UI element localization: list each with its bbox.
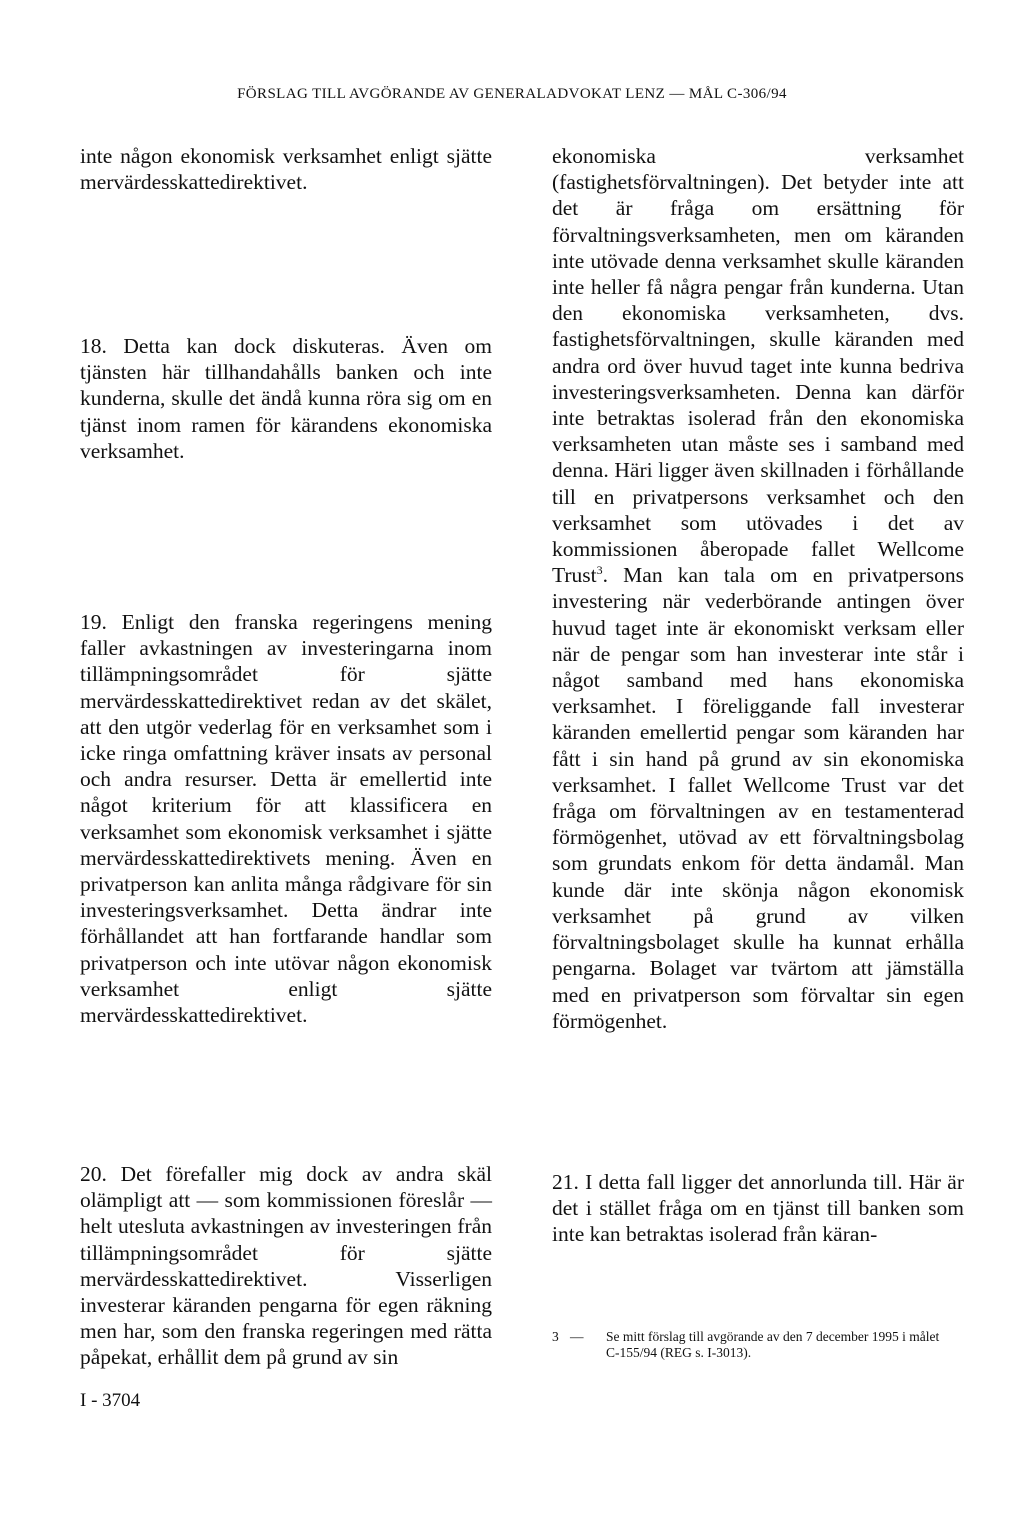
running-header: FÖRSLAG TILL AVGÖRANDE AV GENERALADVOKAT LENZ — MÅL C-306/94 bbox=[237, 86, 787, 102]
paragraph-21 bbox=[552, 1169, 964, 1248]
footnote-reference: 3 bbox=[596, 563, 603, 578]
paragraph-21-text: 21. I detta fall ligger det annorlunda till. Här är det i stället fråga om en tjänst till banken som inte kan betraktas isolerad från käran- bbox=[552, 1170, 964, 1247]
footnote bbox=[552, 1329, 992, 1361]
footnote-number: 3 bbox=[552, 1329, 559, 1344]
continuation-text-after: . Man kan tala om en privatpersons investering när vederbörande antingen över huvud taget inte är ekonomiskt verksam eller när de pengar som han investerar inte står i något samband med hans ekonomiska verksamhet. I föreliggande fall investerar käranden emellertid pengar som käranden har fått i sin hand på grund av sin ekonomiska verksamhet. I fallet Wellcome Trust var det fråga om förvaltningen av en testamenterad förmögenhet, utövad av ett förvaltningsbolag som grundats enkom för detta ändamål. Man kunde där inte skönja någon ekonomisk verksamhet på grund av vilken förvaltningsbolaget skulle ha kunnat erhålla pengarna. Bolaget var tvärtom att jämställa med en privatperson som förvaltar sin egen förmögenhet. bbox=[552, 563, 964, 1033]
right-continuation-paragraph bbox=[552, 143, 964, 1034]
page-number: I - 3704 bbox=[80, 1390, 141, 1411]
paragraph-20 bbox=[80, 1161, 492, 1371]
paragraph-20-text: 20. Det förefaller mig dock av andra skäl olämpligt att — som kommissionen föreslår — helt utesluta avkastningen av investeringen från tillämpningsområdet för sjätte mervärdesskattedirektivet. Visserligen investerar käranden pengarna för egen räkning men har, som den franska regeringen med rätta påpekat, erhållit dem på grund av sin bbox=[80, 1162, 492, 1370]
paragraph-18-text: 18. Detta kan dock diskuteras. Även om tjänsten här tillhandahålls banken och inte kunderna, skulle det ändå kunna röra sig om en tjänst inom ramen för kärandens ekonomiska verksamhet. bbox=[80, 334, 492, 463]
continuation-text-before: ekonomiska verksamhet (fastighetsförvaltningen). Det betyder inte att det är fråga om ersättning för förvaltningsverksamheten, men om käranden inte utövade denna verksamhet skulle käranden inte heller få några pengar från kunderna. Utan den ekonomiska verksamheten, dvs. fastighetsförvaltningen, skulle käranden med andra ord över huvud taget inte kunna bedriva investeringsverksamheten. Denna kan därför inte betraktas isolerad från den ekonomiska verksamheten utan måste ses i samband med denna. Häri ligger även skillnaden i förhållande till en privatpersons verksamhet och den verksamhet som utövades i det av kommissionen åberopade fallet Wellcome Trust bbox=[552, 144, 964, 588]
footnote-dash: — bbox=[570, 1329, 584, 1344]
paragraph-18 bbox=[80, 333, 492, 464]
footnote-line-1 bbox=[552, 1329, 992, 1345]
left-intro-paragraph bbox=[80, 143, 492, 195]
paragraph-19-text: 19. Enligt den franska regeringens mening faller avkastningen av investeringarna inom tillämpningsområdet för sjätte mervärdesskattedirektivet redan av det skälet, att den utgör vederlag för en verksamhet som i icke ringa omfattning kräver insats av personal och andra resurser. Detta är emellertid inte något kriterium för att klassificera en verksamhet som ekonomisk verksamhet i sjätte mervärdesskattedirektivets mening. Även en privatperson kan anlita många rådgivare för sin investeringsverksamhet. Detta ändrar inte förhållandet att han fortfarande handlar som privatperson och inte utövar någon ekonomisk verksamhet enligt sjätte mervärdesskattedirektivet. bbox=[80, 610, 492, 1028]
footnote-text-1: Se mitt förslag till avgörande av den 7 december 1995 i målet bbox=[606, 1329, 940, 1344]
continuation-text bbox=[552, 143, 964, 1034]
footnote-line-2: C-155/94 (REG s. I-3013). bbox=[606, 1345, 752, 1360]
intro-text: inte någon ekonomisk verksamhet enligt sjätte mervärdesskattedirektivet. bbox=[80, 144, 492, 195]
paragraph-19 bbox=[80, 609, 492, 1028]
